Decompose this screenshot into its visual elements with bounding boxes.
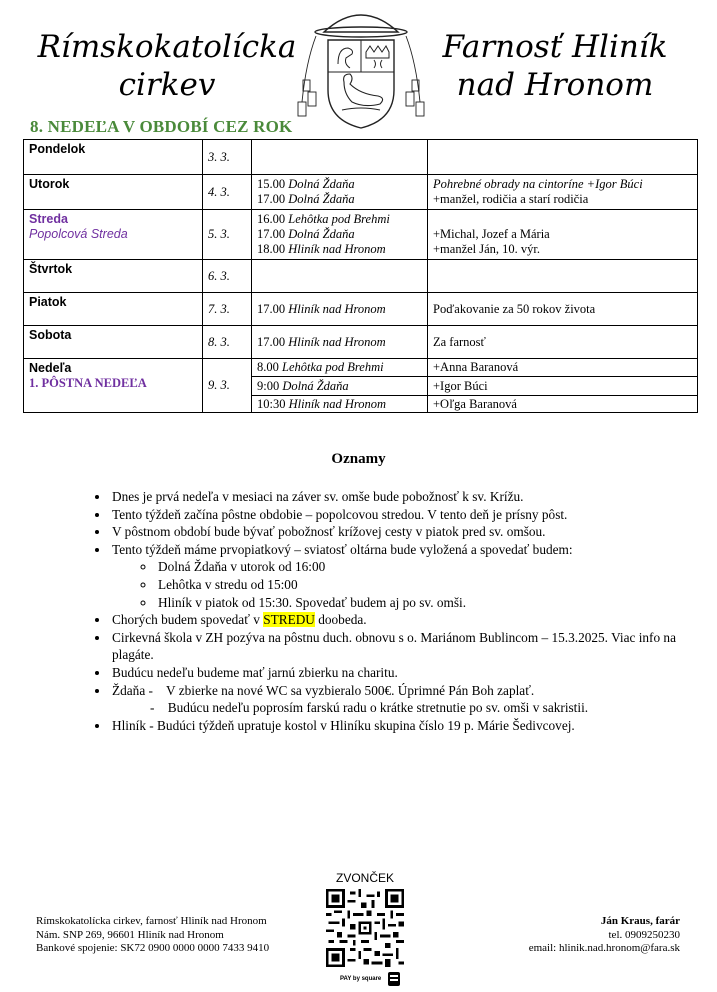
times-cell (252, 175, 428, 210)
day-cell: Piatok (24, 293, 203, 326)
date-cell: 5. 3. (203, 210, 252, 260)
date-cell: 4. 3. (203, 175, 252, 210)
time-entry: 16.00 Lehôtka pod Brehmi (257, 212, 390, 226)
time-entry: 17.00 Dolná Ždaňa (257, 227, 355, 241)
list-item: • Dnes je prvá nedeľa v mesiaci na záver sv. omše bude pobožnosť k sv. Krížu. (110, 488, 710, 506)
pay-by-square-icon (388, 972, 400, 986)
announcements-title: Oznamy (331, 451, 386, 467)
notes-cell (428, 175, 698, 210)
footer-line: Rímskokatolícka cirkev, farnosť Hliník nad Hronom (36, 915, 267, 927)
note-entry (433, 212, 692, 227)
day-name: Nedeľa (29, 361, 72, 375)
notes-cell (428, 293, 698, 326)
day-cell: Sobota (24, 326, 203, 359)
note-entry: +Oľga Baranová (428, 395, 697, 412)
time-entry: 15.00 Dolná Ždaňa (257, 177, 355, 191)
date-cell: 8. 3. (203, 326, 252, 359)
time-entry: 17.00 Hliník nad Hronom (257, 334, 386, 349)
header-right-line1: Farnosť Hliník (442, 29, 668, 65)
day-subtitle: Popolcová Streda (29, 227, 128, 241)
parish-crest-logo (294, 2, 428, 132)
note-entry: Pohrebné obrady na cintoríne +Igor Búci (433, 177, 643, 191)
time-entry: 8.00 Lehôtka pod Brehmi (257, 360, 384, 374)
pastor-phone: tel. 0909250230 (608, 928, 680, 941)
notes-cell (428, 326, 698, 359)
note-entry: Za farnosť (433, 334, 486, 349)
pay-by-square-label (326, 970, 404, 988)
table-row (24, 326, 698, 359)
list-item: • Cirkevná škola v ZH pozýva na pôstnu duch. obnovu s o. Mariánom Bublincom – 15.3.2025. Viac info na plagáte. (110, 629, 710, 664)
note-entry: Poďakovanie za 50 rokov života (433, 301, 596, 316)
note-entry: +Igor Búci (428, 376, 697, 395)
times-cell (252, 140, 428, 175)
footer-line: Nám. SNP 269, 96601 Hliník nad Hronom (36, 928, 224, 941)
list-item: ◦ Hliník v piatok od 15:30. Spovedať budem aj po sv. omši. (156, 594, 710, 612)
note-entry: +Michal, Jozef a Mária (433, 227, 550, 241)
time-entry: 9:00 Dolná Ždaňa (252, 376, 427, 395)
list-item (110, 682, 710, 717)
zdana-line1: Ždaňa - V zbierke na nové WC sa vyzbieralo 500€. Úprimné Pán Boh zaplať. (112, 682, 535, 698)
times-cell (252, 359, 428, 413)
list-item: ◦ Lehôtka v stredu od 15:00 (156, 576, 710, 594)
day-cell: Pondelok (24, 140, 203, 175)
times-cell (252, 260, 428, 293)
page-title: 8. NEDEĽA V OBDOBÍ CEZ ROK (30, 117, 293, 136)
day-name: Streda (29, 212, 68, 226)
list-item: • Budúcu nedeľu budeme mať jarnú zbierku na charitu. (110, 664, 710, 682)
notes-cell (428, 359, 698, 413)
qr-code-icon (326, 889, 404, 967)
list-item: • V pôstnom období bude bývať pobožnosť krížovej cesty v piatok pred sv. omšou. (110, 523, 710, 541)
list-item: • Hliník - Budúci týždeň upratuje kostol v Hliníku skupina číslo 19 p. Márie Šedivcovej. (110, 717, 710, 735)
list-item: • Tento týždeň začína pôstne obdobie – popolcovou stredou. V tento deň je prísny pôst. (110, 506, 710, 524)
list-item: ◦ Dolná Ždaňa v utorok od 16:00 (156, 558, 710, 576)
confession-intro: Tento týždeň máme prvopiatkový – sviatosť oltárna bude vyložená a spovedať budem: (112, 541, 573, 557)
highlighted-day: STREDU (263, 612, 315, 628)
header-left-line1: Rímskokatolícka (37, 29, 297, 65)
footer-contact (529, 915, 680, 956)
header-left-line2: cirkev (118, 67, 216, 103)
header-right (430, 28, 680, 104)
header-left (36, 28, 298, 104)
list-item: • Chorých budem spovedať v STREDU doobeda. (110, 611, 710, 629)
table-row (24, 175, 698, 210)
times-cell (252, 210, 428, 260)
note-entry: +manžel, rodičia a starí rodičia (433, 192, 589, 206)
note-entry: +Anna Baranová (433, 360, 519, 374)
table-row (24, 359, 698, 413)
notes-cell (428, 140, 698, 175)
day-subtitle: 1. PÔSTNA NEDEĽA (29, 376, 147, 390)
announcements-list (88, 488, 710, 734)
date-cell: 9. 3. (203, 359, 252, 413)
times-cell (252, 326, 428, 359)
table-row (24, 140, 698, 175)
time-entry: 18.00 Hliník nad Hronom (257, 242, 386, 256)
day-cell: Utorok (24, 175, 203, 210)
time-entry: 17.00 Dolná Ždaňa (257, 192, 355, 206)
notes-cell (428, 210, 698, 260)
date-cell: 7. 3. (203, 293, 252, 326)
note-entry: +manžel Ján, 10. výr. (433, 242, 541, 256)
day-cell (24, 359, 203, 413)
zvoncek-label: ZVONČEK (335, 871, 394, 885)
table-row (24, 210, 698, 260)
table-row (24, 293, 698, 326)
notes-cell (428, 260, 698, 293)
day-cell (24, 210, 203, 260)
confession-sublist (112, 558, 710, 611)
pastor-name: Ján Kraus, farár (600, 915, 680, 927)
table-row (24, 260, 698, 293)
footer-address (36, 915, 269, 956)
schedule-table (23, 139, 698, 413)
pastor-email: email: hlinik.nad.hronom@fara.sk (528, 942, 680, 954)
date-cell: 3. 3. (203, 140, 252, 175)
time-entry: 10:30 Hliník nad Hronom (252, 395, 427, 412)
footer-line: Bankové spojenie: SK72 0900 0000 0000 7433 9410 (36, 942, 270, 954)
day-cell: Štvrtok (24, 260, 203, 293)
date-cell: 6. 3. (203, 260, 252, 293)
times-cell (252, 293, 428, 326)
list-item (110, 541, 710, 611)
zdana-line2: - Budúcu nedeľu poprosím farskú radu o krátke stretnutie po sv. omši v sakristii. (150, 700, 589, 716)
header-right-line2: nad Hronom (456, 67, 654, 103)
pay-by-square-text: PAY by square (340, 976, 382, 982)
time-entry: 17.00 Hliník nad Hronom (257, 301, 386, 316)
